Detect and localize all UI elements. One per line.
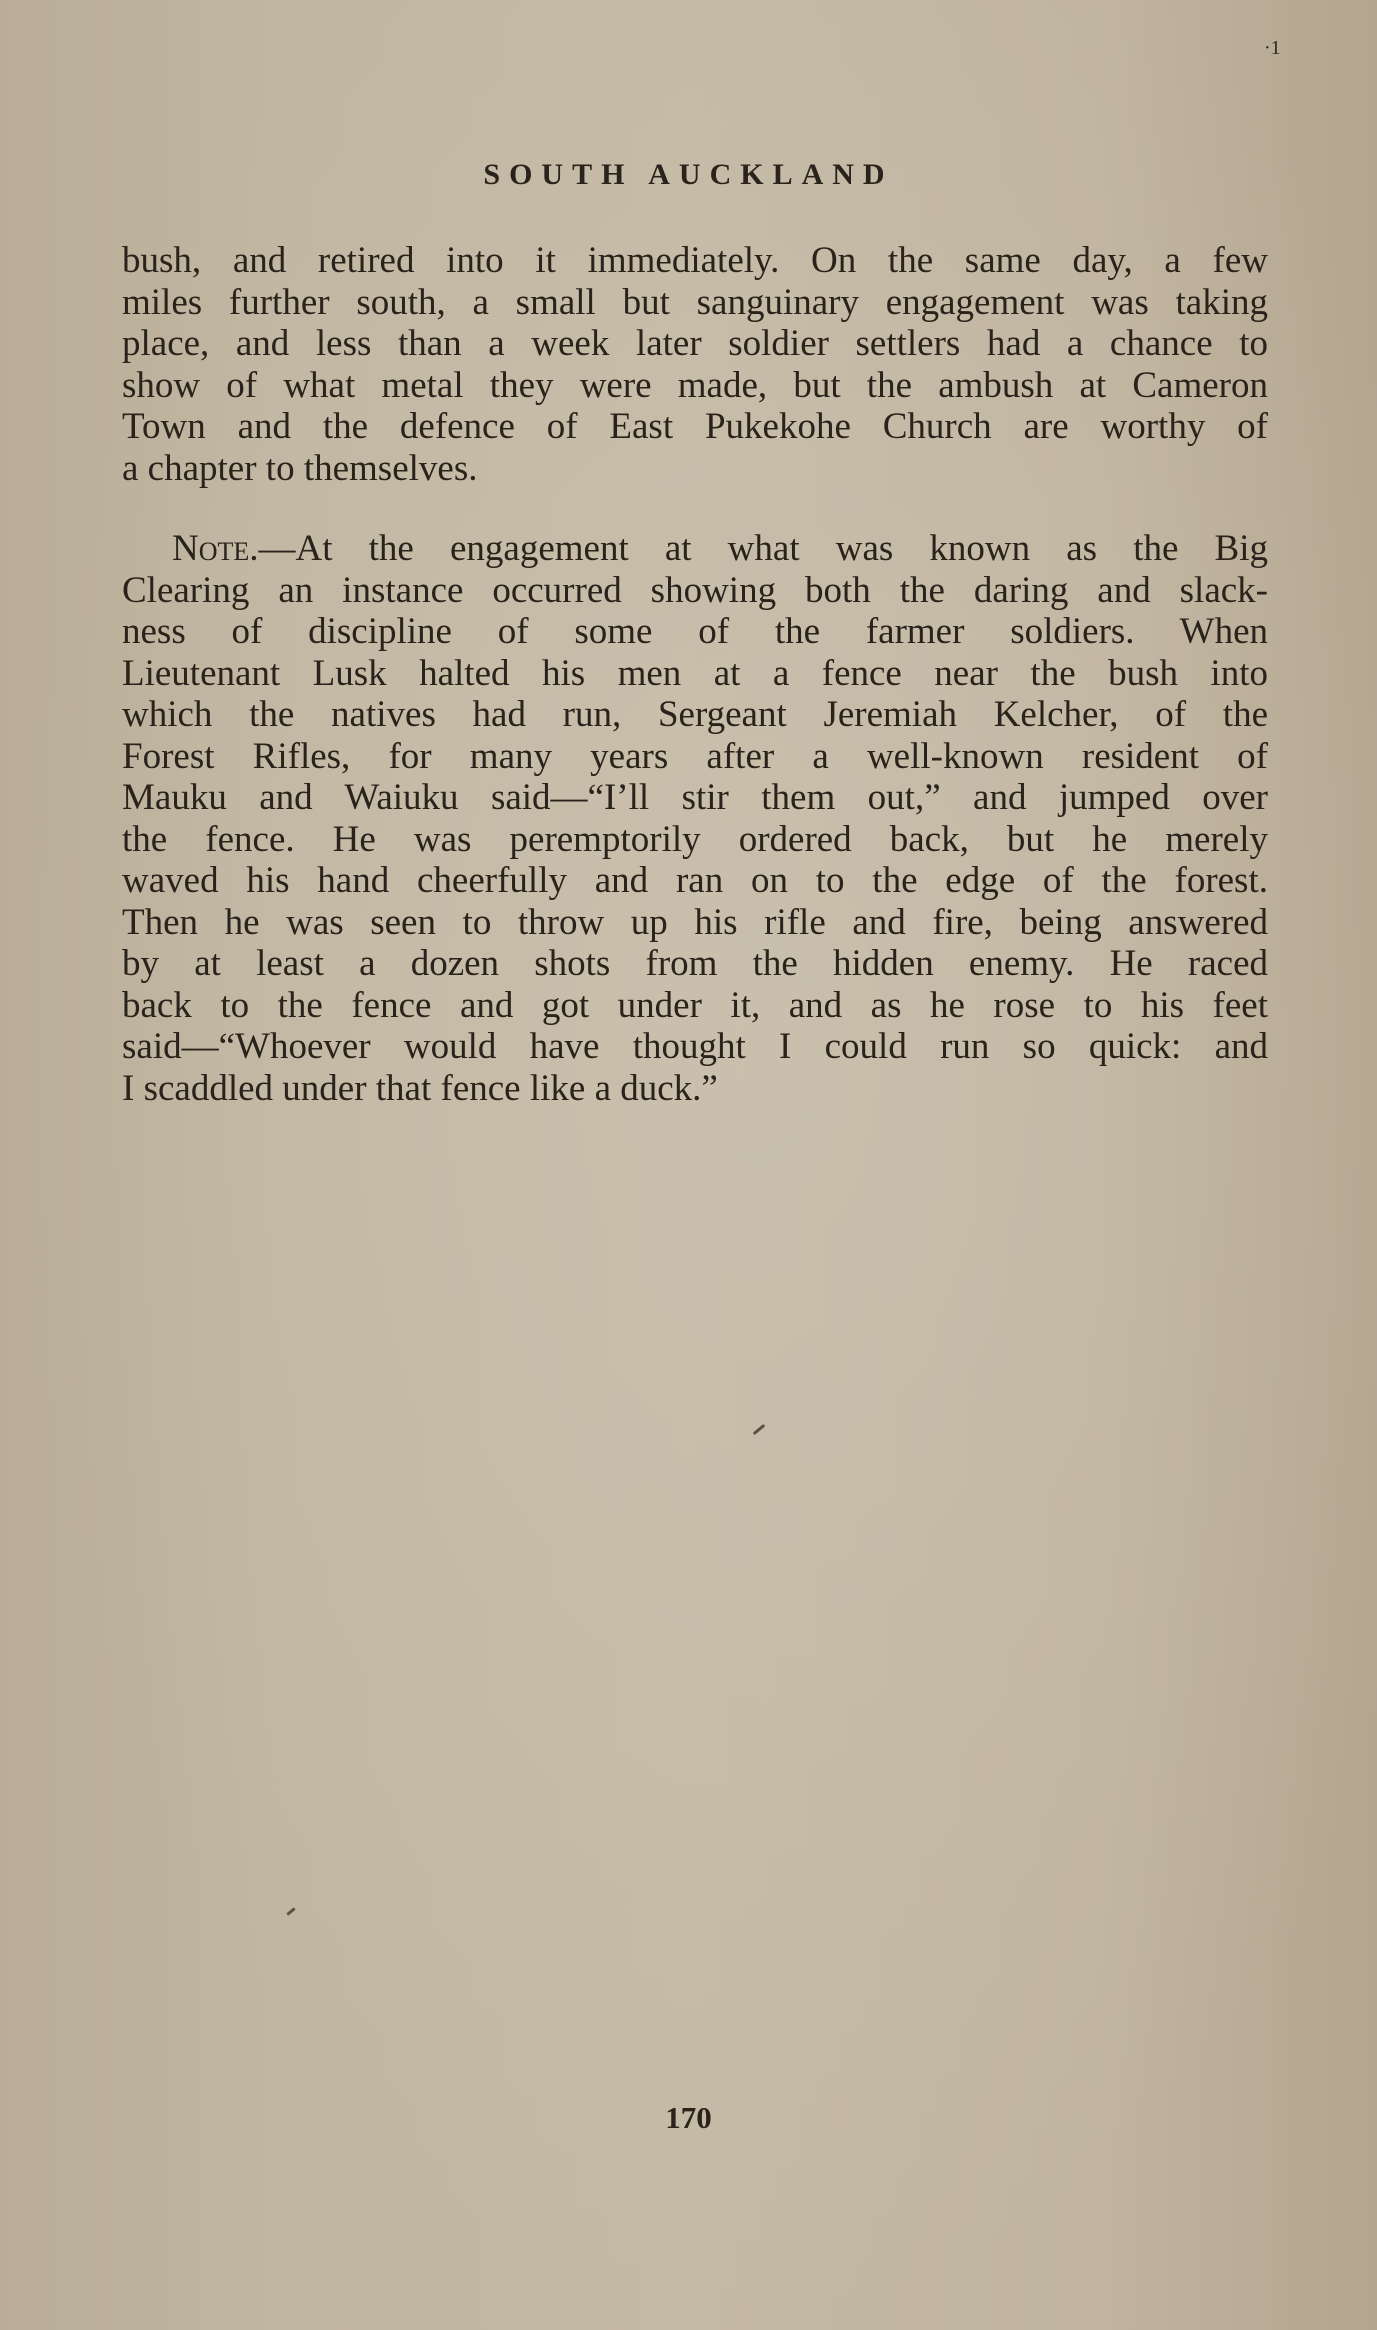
paper-speck [286,1907,296,1916]
note-label: Note. [172,528,259,569]
text-line: by at least a dozen shots from the hidden enemy. He raced [122,943,1268,984]
text-line: place, and less than a week later soldier settlers had a chance to [122,323,1268,364]
text-line: Forest Rifles, for many years after a well-known resident of [122,735,1268,777]
note-paragraph [122,528,1268,1109]
text-line [122,528,1268,570]
text-line: Then he was seen to throw up his rifle and fire, being answered [122,901,1268,943]
text-line: Lieutenant Lusk halted his men at a fence near the bush into [122,652,1268,694]
text-line: I scaddled under that fence like a duck.” [122,1067,718,1109]
text-line: show of what metal they were made, but the ambush at Cameron [122,364,1268,406]
text-line: the fence. He was peremptorily ordered back, but he merely [122,818,1268,860]
text-line: bush, and retired into it immediately. On the same day, a few [122,240,1268,281]
text-line: miles further south, a small but sanguinary engagement was taking [122,281,1268,323]
page-number: 170 [665,2100,712,2135]
text-line: Town and the defence of East Pukekohe Church are worthy of [122,406,1268,447]
corner-mark: ·1 [1264,37,1281,59]
text-line: ness of discipline of some of the farmer soldiers. When [122,611,1268,652]
paragraph-continued [122,240,1268,489]
paper-speck [753,1424,766,1435]
text-line: said—“Whoever would have thought I could run so quick: and [122,1026,1268,1067]
text-line: waved his hand cheerfully and ran on to the edge of the forest. [122,860,1268,901]
text-line: which the natives had run, Sergeant Jeremiah Kelcher, of the [122,694,1268,735]
note-first-line: —At the engagement at what was known as the Big [258,528,1268,569]
text-line: a chapter to themselves. [122,447,478,489]
text-line: Clearing an instance occurred showing both the daring and slack- [122,569,1268,611]
running-head: SOUTH AUCKLAND [483,158,894,191]
text-line: back to the fence and got under it, and as he rose to his feet [122,984,1268,1026]
text-line: Mauku and Waiuku said—“I’ll stir them out,” and jumped over [122,777,1268,818]
